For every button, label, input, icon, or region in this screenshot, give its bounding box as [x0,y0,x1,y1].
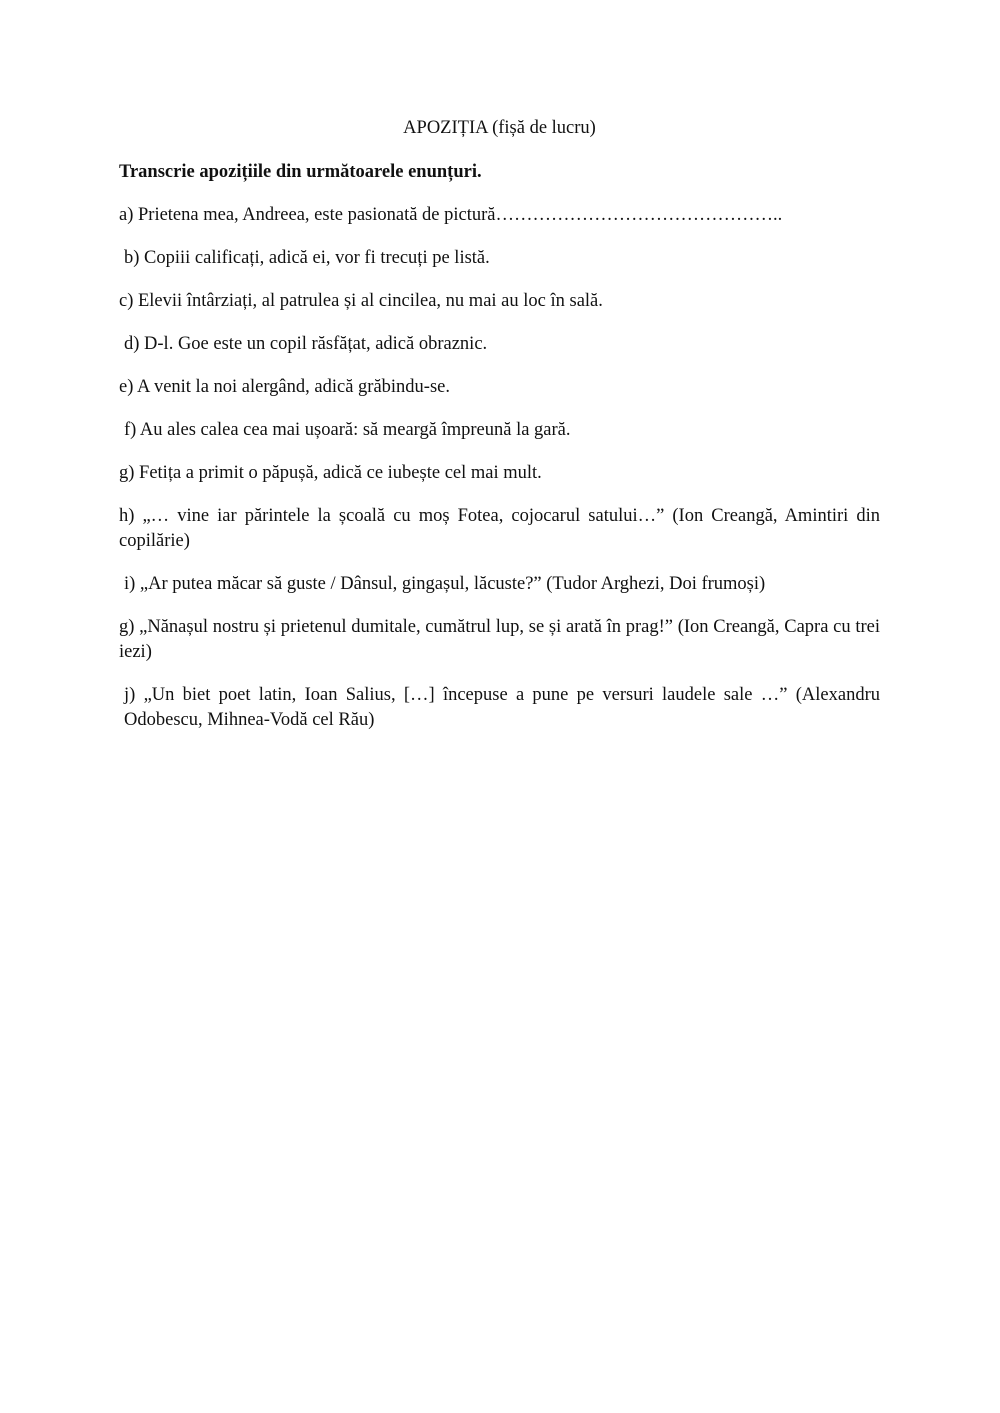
exercise-item-i: i) „Ar putea măcar să guste / Dânsul, gingașul, lăcuste?” (Tudor Arghezi, Doi frumoși) [124,574,766,594]
worksheet-page [119,116,880,751]
exercise-item-b: b) Copiii calificați, adică ei, vor fi trecuți pe listă. [124,248,490,268]
exercise-item-e: e) A venit la noi alergând, adică grăbindu-se. [119,377,451,397]
exercise-item-h: h) „… vine iar părintele la școală cu moș Fotea, cojocarul satului…” (Ion Creangă, Amintiri din copilărie) [119,506,880,551]
exercise-item-g2: g) „Nănașul nostru și prietenul dumitale, cumătrul lup, se și arată în prag!” (Ion Creangă, Capra cu trei iezi) [119,617,880,662]
instruction-text: Transcrie apozițiile din următoarele enunțuri. [119,162,482,182]
page-title: APOZIȚIA (fișă de lucru) [403,118,596,138]
exercise-item-c: c) Elevii întârziați, al patrulea și al cincilea, nu mai au loc în sală. [119,291,603,311]
exercise-item-a: a) Prietena mea, Andreea, este pasionată de pictură……………………………………….. [119,205,783,225]
exercise-item-d: d) D-l. Goe este un copil răsfățat, adică obraznic. [124,334,488,354]
exercise-item-j: j) „Un biet poet latin, Ioan Salius, […] începuse a pune pe versuri laudele sale …” (Alexandru Odobescu, Mihnea-Vodă cel Rău) [124,685,880,730]
exercise-item-g: g) Fetița a primit o păpușă, adică ce iubește cel mai mult. [119,463,542,483]
exercise-item-f: f) Au ales calea cea mai ușoară: să meargă împreună la gară. [124,420,571,440]
